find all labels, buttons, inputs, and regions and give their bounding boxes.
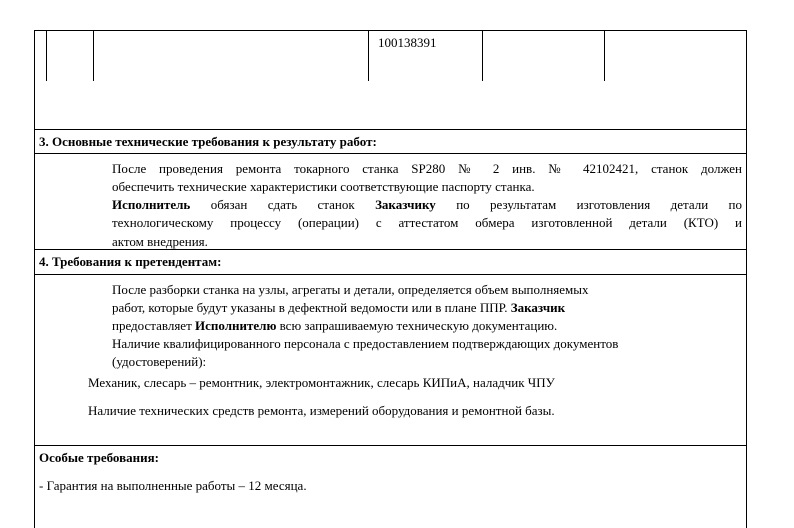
col-divider-3 [368,30,369,81]
row-separator-sec3-top [34,129,747,130]
section4-line3-text2: всю запрашиваемую техническую документацию. [276,318,558,333]
section3-p2-line1 [112,196,742,214]
col-divider-1 [46,30,47,81]
section4-line2-text: работ, которые будут указаны в дефектной ведомости или в плане ППР. [112,300,511,315]
row-separator-special-top [34,445,747,446]
section3-p2-customer: Заказчику [375,197,436,212]
top-row-code: 100138391 [378,35,437,50]
section3-p2-text1: обязан сдать станок [190,197,376,212]
section4-line2-customer: Заказчик [510,300,566,315]
section3-p2-line3: актом внедрения. [112,234,208,249]
col-divider-4 [482,30,483,81]
section4-line5: (удостоверений): [112,354,207,369]
special-line1: - Гарантия на выполненные работы – 12 месяца. [39,478,307,493]
table-border-right [746,30,747,528]
section3-p2-text2: по результатам изготовления детали по [435,197,742,212]
col-divider-2 [93,30,94,81]
section3-p1-line1: После проведения ремонта токарного станка SP280 № 2 инв. № 42102421, станок должен [112,161,742,176]
section3-p2-line2: технологическому процессу (операции) с аттестатом обмера изготовленной детали (КТО) и [112,215,742,230]
table-border-left [34,30,35,528]
section3-p2-executor: Исполнитель [112,197,191,212]
section4-line1: После разборки станка на узлы, агрегаты и детали, определяется объем выполняемых [112,282,589,297]
section4-line3-executor: Исполнителю [195,318,277,333]
special-heading: Особые требования: [39,450,159,465]
section4-line7: Наличие технических средств ремонта, измерений оборудования и ремонтной базы. [88,403,555,418]
row-separator-sec4-heading [34,274,747,275]
section4-line3-text1: предоставляет [112,318,196,333]
section4-line4: Наличие квалифицированного персонала с предоставлением подтверждающих документов [112,336,619,351]
section4-line3 [112,317,557,334]
table-border-top [34,30,747,31]
row-separator-sec3-heading [34,153,747,154]
section4-line2 [112,299,565,316]
section4-line6: Механик, слесарь – ремонтник, электромонтажник, слесарь КИПиА, наладчик ЧПУ [88,375,555,390]
section3-p1-line2: обеспечить технические характеристики соответствующие паспорту станка. [112,179,535,194]
col-divider-5 [604,30,605,81]
section3-heading: 3. Основные технические требования к результату работ: [39,134,377,149]
section4-heading: 4. Требования к претендентам: [39,254,222,269]
